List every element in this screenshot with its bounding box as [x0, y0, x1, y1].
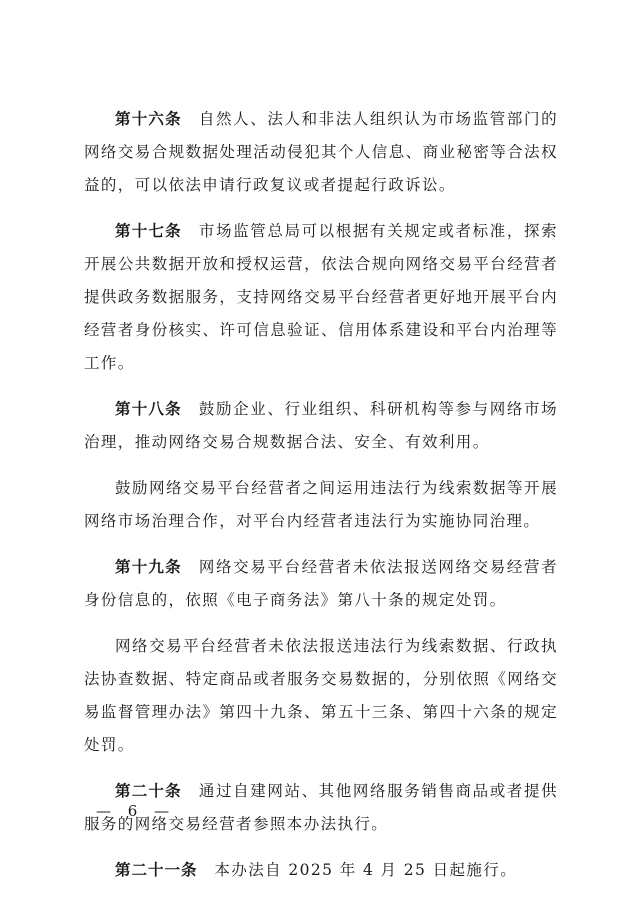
paragraph-article-19-continued: [84, 630, 558, 762]
article-heading: 第十六条: [115, 110, 182, 128]
article-text: 鼓励企业、行业组织、科研机构等参与网络市场治理，推动网络交易合规数据合法、安全、有效利用。: [84, 400, 558, 451]
article-heading: 第十七条: [115, 222, 182, 240]
document-body: [84, 103, 558, 900]
article-text: 通过自建网站、其他网络服务销售商品或者提供服务的网络交易经营者参照本办法执行。: [84, 782, 558, 833]
article-text: 本办法自 2025 年 4 月 25 日起施行。: [197, 861, 518, 879]
article-heading: 第十八条: [115, 400, 182, 418]
article-heading: 第二十条: [115, 782, 182, 800]
paragraph-article-21: [84, 854, 558, 887]
article-text: 鼓励网络交易平台经营者之间运用违法行为线索数据等开展网络市场治理合作，对平台内经营者违法行为实施协同治理。: [84, 479, 558, 530]
paragraph-article-19: [84, 551, 558, 617]
article-text: 网络交易平台经营者未依法报送违法行为线索数据、行政执法协查数据、特定商品或者服务交易数据的，分别依照《网络交易监督管理办法》第四十九条、第五十三条、第四十六条的规定处罚。: [84, 637, 558, 754]
article-text: 自然人、法人和非法人组织认为市场监管部门的网络交易合规数据处理活动侵犯其个人信息、商业秘密等合法权益的，可以依法申请行政复议或者提起行政诉讼。: [84, 110, 558, 194]
article-heading: 第十九条: [115, 558, 182, 576]
article-text: 市场监管总局可以根据有关规定或者标准，探索开展公共数据开放和授权运营，依法合规向网络交易平台经营者提供政务数据服务，支持网络交易平台经营者更好地开展平台内经营者身份核实、许可信息验证、信用体系建设和平台内治理等工作。: [84, 222, 558, 372]
paragraph-article-16: [84, 103, 558, 202]
paragraph-article-18: [84, 393, 558, 459]
article-heading: 第二十一条: [115, 861, 198, 879]
paragraph-article-17: [84, 215, 558, 380]
page-number: — 6 —: [96, 802, 176, 820]
article-text: 网络交易平台经营者未依法报送网络交易经营者身份信息的，依照《电子商务法》第八十条的规定处罚。: [84, 558, 558, 609]
paragraph-article-18-continued: [84, 472, 558, 538]
